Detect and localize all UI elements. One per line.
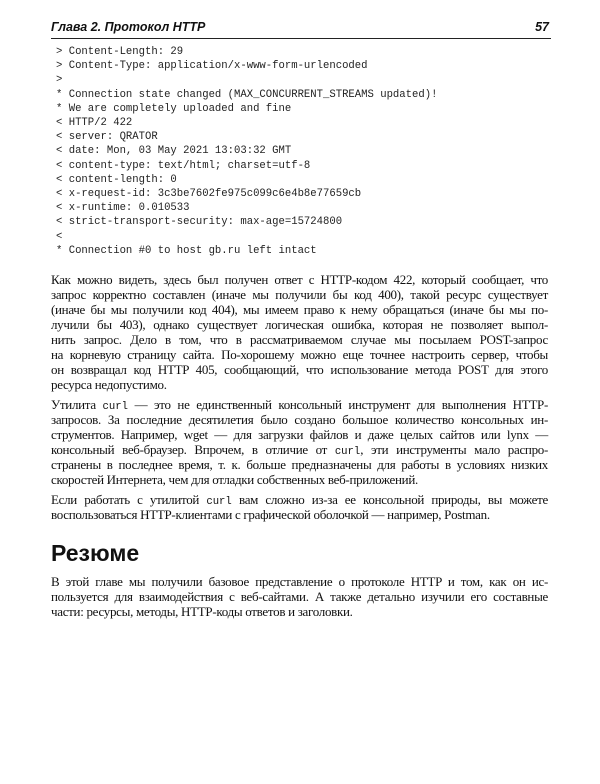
text-line: ресурса недопустимо.: [51, 377, 167, 392]
code-line: * We are completely uploaded and fine: [56, 102, 292, 115]
running-header: [51, 20, 551, 39]
text: Если работать с утилитой: [51, 492, 207, 507]
paragraph-http-422: [51, 272, 548, 392]
code-line: <: [56, 230, 63, 243]
code-line: < date: Mon, 03 May 2021 13:03:32 GMT: [56, 145, 292, 158]
text-line: [51, 442, 548, 457]
code-line: < content-type: text/html; charset=utf-8: [56, 159, 311, 172]
paragraph-summary: [51, 574, 548, 619]
text-line: (иначе бы мы получили код 404), мы имеем право к нему обращаться (иначе бы мы по-: [51, 302, 548, 317]
text-line: [51, 492, 548, 507]
paragraph-curl-tools: [51, 397, 548, 487]
text: , эти инструменты мало распро-: [360, 442, 548, 457]
text-line: части: ресурсы, методы, HTTP-коды ответов и заголовки.: [51, 604, 353, 619]
code-line: >: [56, 74, 63, 87]
text-line: странены в последнее время, т. к. больше предназначены для работы в условиях низких: [51, 457, 548, 472]
text-line: пользуется для взаимодействия с веб-сайтами. А также детально изучили его составные: [51, 589, 548, 604]
text-line: он возвращал код HTTP 405, сообщающий, что использование метода POST для этого: [51, 362, 548, 377]
code-line: < HTTP/2 422: [56, 117, 133, 130]
text-line: [51, 397, 548, 412]
section-heading: Резюме: [51, 540, 140, 566]
text-line: скоростей Интернета, чем для отладки собственных веб-приложений.: [51, 472, 418, 487]
text-line: запросов. За последние десятилетия было создано большое количество консольных ин-: [51, 412, 548, 427]
code-line: < server: QRATOR: [56, 131, 158, 144]
code-line: * Connection state changed (MAX_CONCURRENT_STREAMS updated)!: [56, 88, 438, 101]
page-number: 57: [535, 20, 549, 34]
chapter-title: Глава 2. Протокол HTTP: [51, 20, 206, 34]
code-line: * Connection #0 to host gb.ru left intact: [56, 244, 317, 257]
text: вам сложно из-за ее консольной природы, вы можете: [231, 492, 548, 507]
inline-code: curl: [206, 496, 232, 508]
code-line: < strict-transport-security: max-age=15724800: [56, 216, 343, 229]
paragraph-gui-clients: [51, 492, 548, 522]
text-line: нить запрос. Дело в том, что в рассматриваемом случае мы посылаем POST-запрос: [51, 332, 548, 347]
text: консольный веб-браузер. Впрочем, в отличие от: [51, 442, 335, 457]
text-line: струментов. Например, wget — для загрузки файлов и даже целых сайтов или lynx —: [51, 427, 548, 442]
inline-code: curl: [334, 446, 361, 458]
text-line: на корневую страницу сайта. По-хорошему можно еще точнее настроить сервер, чтобы: [51, 347, 548, 362]
text-line: запрос корректно составлен (иначе мы получили бы код 400), такой ресурс существует: [51, 287, 548, 302]
code-line: > Content-Type: application/x-www-form-urlencoded: [56, 60, 368, 73]
text-line: воспользоваться HTTP-клиентами с графической оболочкой — например, Postman.: [51, 507, 490, 522]
text-line: лучили бы 403), однако существует логическая ошибка, которая не позволяет выпол-: [51, 317, 548, 332]
text: Утилита: [51, 397, 103, 412]
code-line: < content-length: 0: [56, 173, 177, 186]
code-line: < x-request-id: 3c3be7602fe975c099c6e4b8e77659cb: [56, 188, 362, 201]
text: — это не единственный консольный инструмент для выполнения HTTP-: [127, 397, 548, 412]
code-line: < x-runtime: 0.010533: [56, 202, 190, 215]
code-listing: [56, 45, 437, 258]
code-line: > Content-Length: 29: [56, 46, 184, 58]
text-line: Как можно видеть, здесь был получен ответ с HTTP-кодом 422, который сообщает, что: [51, 272, 548, 287]
inline-code: curl: [102, 401, 128, 413]
text-line: В этой главе мы получили базовое представление о протоколе HTTP и том, как он ис-: [51, 574, 548, 589]
